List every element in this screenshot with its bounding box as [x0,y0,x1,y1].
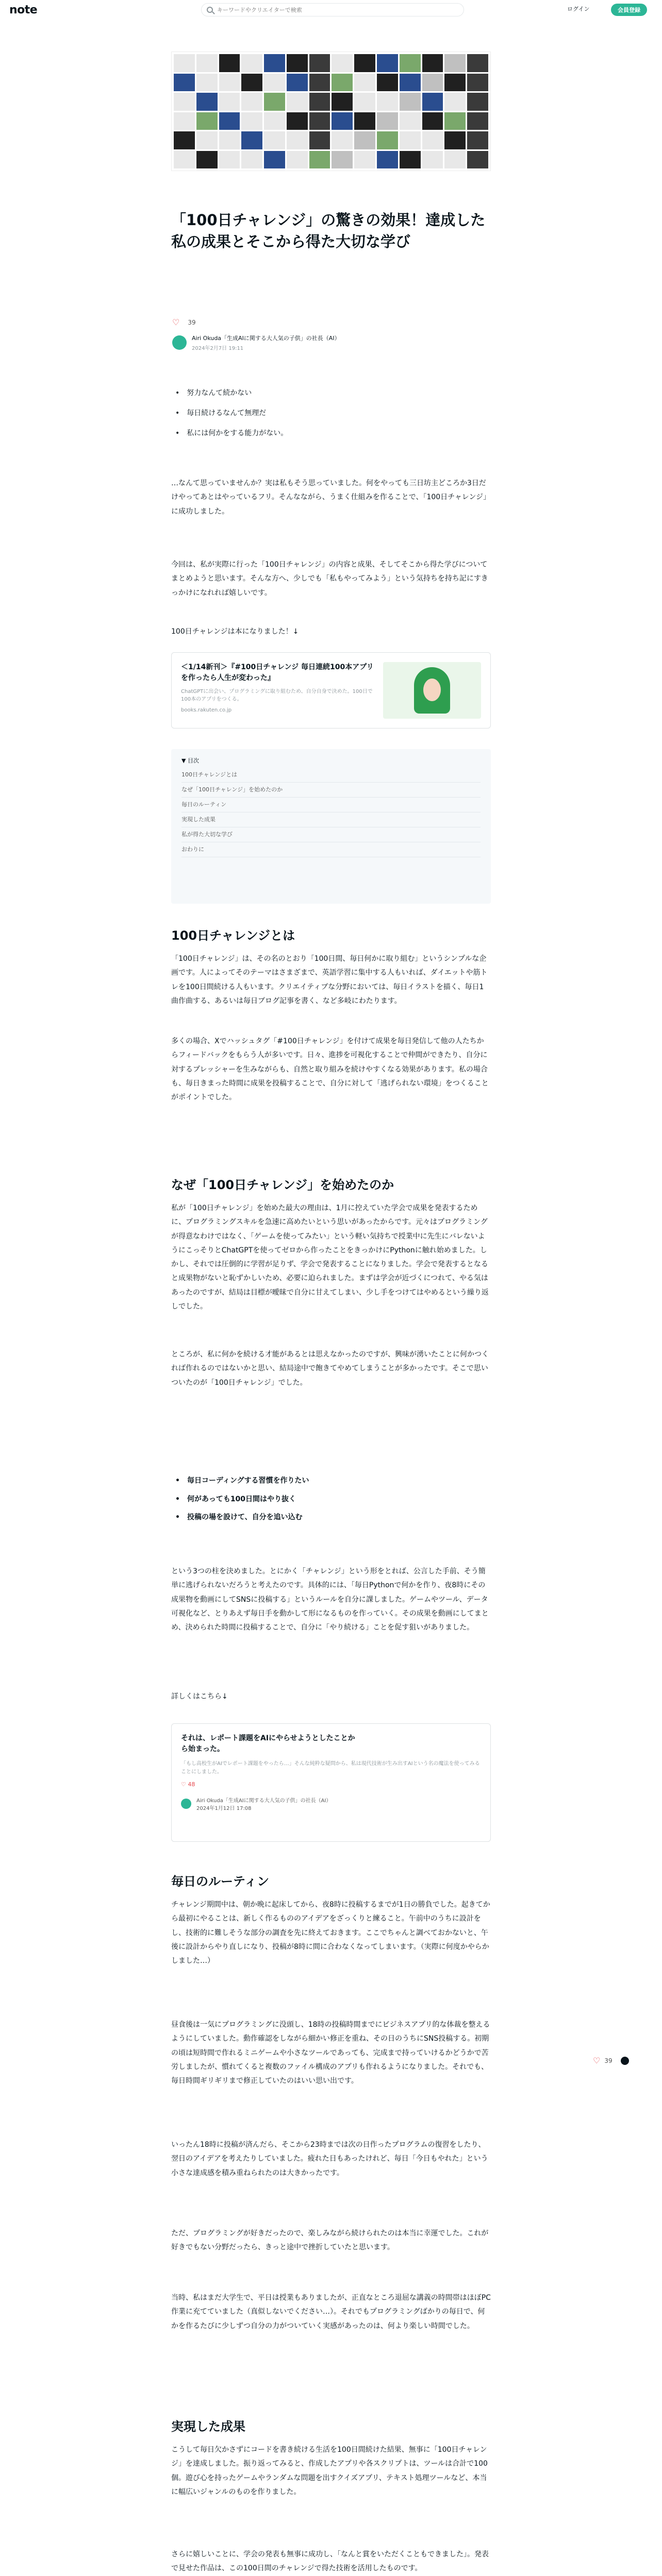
linked-note-date: 2024年1月12日 17:08 [196,1806,252,1811]
toc-item[interactable]: 毎日のルーティン [181,798,481,812]
section-paragraph: 私が「100日チャレンジ」を始めた最大の理由は、1月に控えていた学会で成果を発表するために、プログラミングスキルを急速に高めたいという思いがあったからです。元々はプログラミングが得意なわけではなく、「ゲームを使ってみたい」という軽い気持ちで授業中に先生にバレないようにこっそりとChatGPTを使ってゼロから作ったことをきっかけにPythonに触れ始めました。しかし、それでは圧倒的に学習が足りず、学会で発表することになりました。学会で発表するとなると成果物がないと恥ずかしいため、必要に迫られました。まずは学会が近づくにつれて、やる気はあったのですが、結局は目標が曖昧で自分に甘えてしまい、少し手をつけてはやめるという繰り返しでした。 [171,1204,489,1311]
section-paragraph: 多くの場合、Xでハッシュタグ「#100日チャレンジ」を付けて成果を毎日発信して他の人たちからフィードバックをもらう人が多いです。日々、進捗を可視化することで仲間ができたり、自分に対するプレッシャーを生みながらも、自然と取り組みを続けやすくなる効果があります。私の場合も、毎日きまった時間に成果を投稿することで、自分に対して「逃げられない環境」をつくることがポイントでした。 [171,1037,489,1102]
section-paragraph: 「100日チャレンジ」は、その名のとおり「100日間、毎日何かに取り組む」というシンプルな企画です。人によってそのテーマはさまざまで、英語学習に集中する人もいれば、ダイエットや筋トレを100日間続ける人もいます。クリエイティブな分野においては、毎日イラストを描く、毎日1曲作曲する、あるいは毎日ブログ記事を書く、など多岐にわたります。 [171,955,488,1005]
embed-url: books.rakuten.co.jp [181,707,232,713]
floating-like-bar [593,2056,629,2065]
top-header [0,0,662,20]
toc-item[interactable]: 私が得た大切な学び [181,827,481,842]
list-item: • 何があっても100日間はやり抜く [175,1490,485,1509]
author-name[interactable]: Airi Okuda「生成AIに関する大人気の子供」の社長（AI） [192,335,340,342]
avatar[interactable] [172,335,187,350]
linked-note-excerpt: 「もし高校生がAIでレポート課題をやったら…」そんな純粋な疑問から、私は現代技術が生み出すAIという名の魔法を使ってみることにしました。 [181,1761,480,1775]
section-paragraph: いったん18時に投稿が済んだら、そこから23時までは次の日作ったプログラムの復習をしたり、翌日のアイデアを考えたりしていました。疲れた日もあったけれど、毎日「今日もやれた」という小さな達成感を積み重ねられたのは大きかったです。 [171,2141,488,2177]
heart-icon[interactable]: ♡ [593,2056,601,2065]
book-embed-card[interactable] [171,652,491,728]
list-item: • 毎日コーディングする習慣を作りたい [175,1472,485,1490]
section-heading: なぜ「100日チャレンジ」を始めたのか [171,1178,394,1192]
section-paragraph: さらに嬉しいことに、学会の発表も無事に成功し、「なんと賞をいただくこともできました」。発表で見せた作品は、この100日間のチャレンジで得た技術を活用したものです。 [171,2550,489,2573]
intro-paragraph-2: 今回は、私が実際に行った「100日チャレンジ」の内容と成果、そしてそこから得た学びについてまとめようと思います。そんな方へ、少しでも「私もやってみよう」という気持ちを持ち記にすきっかけになれれば嬉しいです。 [171,561,488,597]
toc-item[interactable]: なぜ「100日チャレンジ」を始めたのか [181,783,481,798]
section-paragraph: 当時、私はまだ大学生で、平日は授業もありましたが、正直なところ退屈な講義の時間帯はほぼPC作業に充てていました（真似しないでください…）。それでもプログラミングばかりの毎日で、何かを作るたびに少しずつ自分の力がついていく実感があったのは、何より楽しい時間でした。 [171,2294,491,2330]
linked-note-card[interactable] [171,1723,491,1842]
linked-note-author-name: Airi Okuda「生成AIに関する大人気の子供」の社長（AI） [196,1798,332,1804]
share-icon[interactable] [621,2057,629,2065]
goal-list [175,1472,485,1527]
search-box[interactable] [201,3,464,16]
toc-item[interactable]: おわりに [181,842,481,857]
list-item: • 努力なんて続かない [175,383,485,403]
section-paragraph: という3つの柱を決めました。とにかく「チャレンジ」という形をとれば、公言した手前、そう簡単に逃げられないだろうと考えたのです。具体的には、「毎日Pythonで何かを作り、夜8時にその成果物を動画にしてSNSに投稿する」というルールを自分に課しました。ゲームやツール、データ可視化など、とりあえず毎日手を動かして形になるものを作っていく。その成果を動画にしてまとめ、決められた時間に投稿することで、自分に「やり続ける」ことを促す狙いがありました。 [171,1567,489,1632]
intro-paragraph-1: …なんて思っていませんか？実は私もそう思っていました。何をやっても三日坊主どころか3日だけやってあとはやっているフリ。そんなながら、うまく仕組みを作ることで、「100日チャレンジ」に成功しました。 [171,479,491,516]
section-paragraph: 昼食後は一気にプログラミングに没頭し、18時の投稿時間までにビジネスアプリ的な体裁を整えるようにしていました。動作確認をしながら細かい修正を重ね、その日のうちにSNS投稿する。初期の頃は短時間で作れるミニゲームや小さなツールであっても、完成まで持っていけるかどうかで苦労しましたが、慣れてくると複数のファイル構成のアプリも作れるようになりました。それでも、毎日時間ギリギリまで修正していたのはいい思い出です。 [171,2021,490,2086]
toc-item[interactable]: 100日チャレンジとは [181,768,481,783]
author-block[interactable] [172,334,340,351]
like-row [172,317,196,327]
section-paragraph: 詳しくはこちら↓ [171,1692,228,1701]
register-button[interactable]: 会員登録 [611,4,647,16]
section-heading: 100日チャレンジとは [171,928,295,943]
linked-note-author[interactable] [181,1796,481,1811]
section-paragraph: チャレンジ期間中は、朝か晩に起床してから、夜8時に投稿するまでが1日の勝負でした。起きてから最初にやることは、新しく作るもののアイデアをざっくりと練ること。午前中のうちに設計をし、技術的に難しそうな部分の調査を先に終えておきます。ここでちゃんと調べておかないと、午後に設計からやり直しになり、投稿が8時に間に合わなくなってしまいます。（実際に何度かやらかしました…） [171,1901,490,1965]
like-count: 39 [188,318,196,326]
intro-paragraph-3: 100日チャレンジは本になりました！↓ [171,628,299,636]
section-paragraph: ただ、プログラミングが好きだったので、楽しみながら続けられたのは本当に幸運でした。これが好きでもない分野だったら、きっと途中で挫折していたと思います。 [171,2229,489,2252]
list-item: • 私には何かをする能力がない。 [175,423,485,444]
toc-toggle[interactable]: ▼ 目次 [181,757,199,764]
embed-title[interactable]: ＜1/14新刊＞『#100日チャレンジ 毎日連続100本アプリを作ったら人生が変わった』 [181,663,374,682]
section-paragraph: こうして毎日欠かさずにコードを書き続ける生活を100日間続けた結果、無事に「100日チャレンジ」を達成しました。振り返ってみると、作成したアプリや各スクリプトは、ツールは合計で100個。遊び心を持ったゲームやランダムな問題を出すクイズアプリ、テキスト処理ツールなど、本当に幅広いジャンルのものを作りました。 [171,2446,488,2496]
heart-icon[interactable]: ♡ [172,317,180,327]
toc-item[interactable]: 実現した成果 [181,812,481,827]
login-link[interactable]: ログイン [567,6,590,12]
avatar [181,1799,191,1809]
section-paragraph: ところが、私に何かを続ける才能があるとは思えなかったのですが、興味が湧いたことに何かつくれば作れるのではないかと思い、結局途中で飽きてやめてしまうことが多かったです。そこで思いついたのが「100日チャレンジ」でした。 [171,1350,489,1387]
note-logo[interactable]: note [9,3,38,16]
article-title: 「100日チャレンジ」の驚きの効果！達成した私の成果とそこから得た大切な学び [171,211,486,251]
intro-list [175,383,485,444]
section-heading: 毎日のルーティン [171,1874,270,1889]
section-heading: 実現した成果 [171,2419,245,2434]
list-item: • 投稿の場を設けて、自分を追い込む [175,1509,485,1527]
linked-note-title[interactable]: それは、レポート課題をAIにやらせようとしたことから始まった。 [181,1734,355,1753]
list-item: • 毎日続けるなんて無理だ [175,403,485,423]
linked-note-likes: ♡ 48 [181,1781,195,1788]
embed-description: ChatGPTに出会い、プログラミングに取り組むため、自分自身で決めた。100日で100本のアプリをつくる。 [181,689,373,702]
search-icon [207,7,213,13]
publish-date: 2024年2月7日 19:11 [192,346,244,351]
table-of-contents [171,749,491,904]
floating-like-count: 39 [604,2057,613,2064]
search-input[interactable] [217,7,454,13]
book-cover-image [383,662,481,719]
hero-image [171,52,491,171]
